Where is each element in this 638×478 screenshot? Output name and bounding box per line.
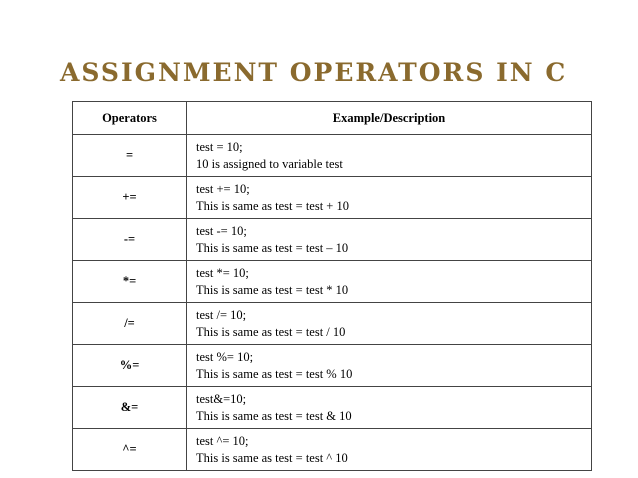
table-row	[73, 387, 592, 429]
column-header-example-description: Example/Description	[187, 102, 592, 135]
table-row	[73, 219, 592, 261]
table-row	[73, 345, 592, 387]
description-text: This is same as test = test + 10	[196, 198, 349, 213]
operator-cell: +=	[73, 177, 187, 219]
table-row	[73, 177, 592, 219]
description-cell	[187, 219, 592, 261]
description-cell	[187, 303, 592, 345]
description-text: This is same as test = test * 10	[196, 282, 349, 297]
table-header-row	[73, 102, 592, 135]
description-cell	[187, 345, 592, 387]
example-code: test ^= 10;	[196, 433, 249, 448]
page-title: ASSIGNMENT OPERATORS IN C	[60, 58, 568, 87]
operator-cell: *=	[73, 261, 187, 303]
description-cell	[187, 429, 592, 471]
description-text: 10 is assigned to variable test	[196, 156, 343, 171]
table-row	[73, 261, 592, 303]
description-text: This is same as test = test – 10	[196, 240, 349, 255]
operator-cell: /=	[73, 303, 187, 345]
example-code: test *= 10;	[196, 265, 249, 280]
example-code: test = 10;	[196, 139, 243, 154]
description-cell	[187, 135, 592, 177]
description-cell	[187, 387, 592, 429]
table-row	[73, 429, 592, 471]
operator-cell: =	[73, 135, 187, 177]
description-text: This is same as test = test ^ 10	[196, 450, 348, 465]
description-text: This is same as test = test & 10	[196, 408, 352, 423]
operator-cell: %=	[73, 345, 187, 387]
table-row	[73, 135, 592, 177]
operator-cell: -=	[73, 219, 187, 261]
example-code: test&=10;	[196, 391, 247, 406]
operators-table	[72, 101, 592, 471]
description-text: This is same as test = test % 10	[196, 366, 353, 381]
table-row	[73, 303, 592, 345]
description-cell	[187, 177, 592, 219]
description-text: This is same as test = test / 10	[196, 324, 346, 339]
column-header-operators: Operators	[73, 102, 187, 135]
description-cell	[187, 261, 592, 303]
example-code: test -= 10;	[196, 223, 247, 238]
operator-cell: ^=	[73, 429, 187, 471]
example-code: test %= 10;	[196, 349, 254, 364]
operator-cell: &=	[73, 387, 187, 429]
example-code: test /= 10;	[196, 307, 247, 322]
example-code: test += 10;	[196, 181, 250, 196]
